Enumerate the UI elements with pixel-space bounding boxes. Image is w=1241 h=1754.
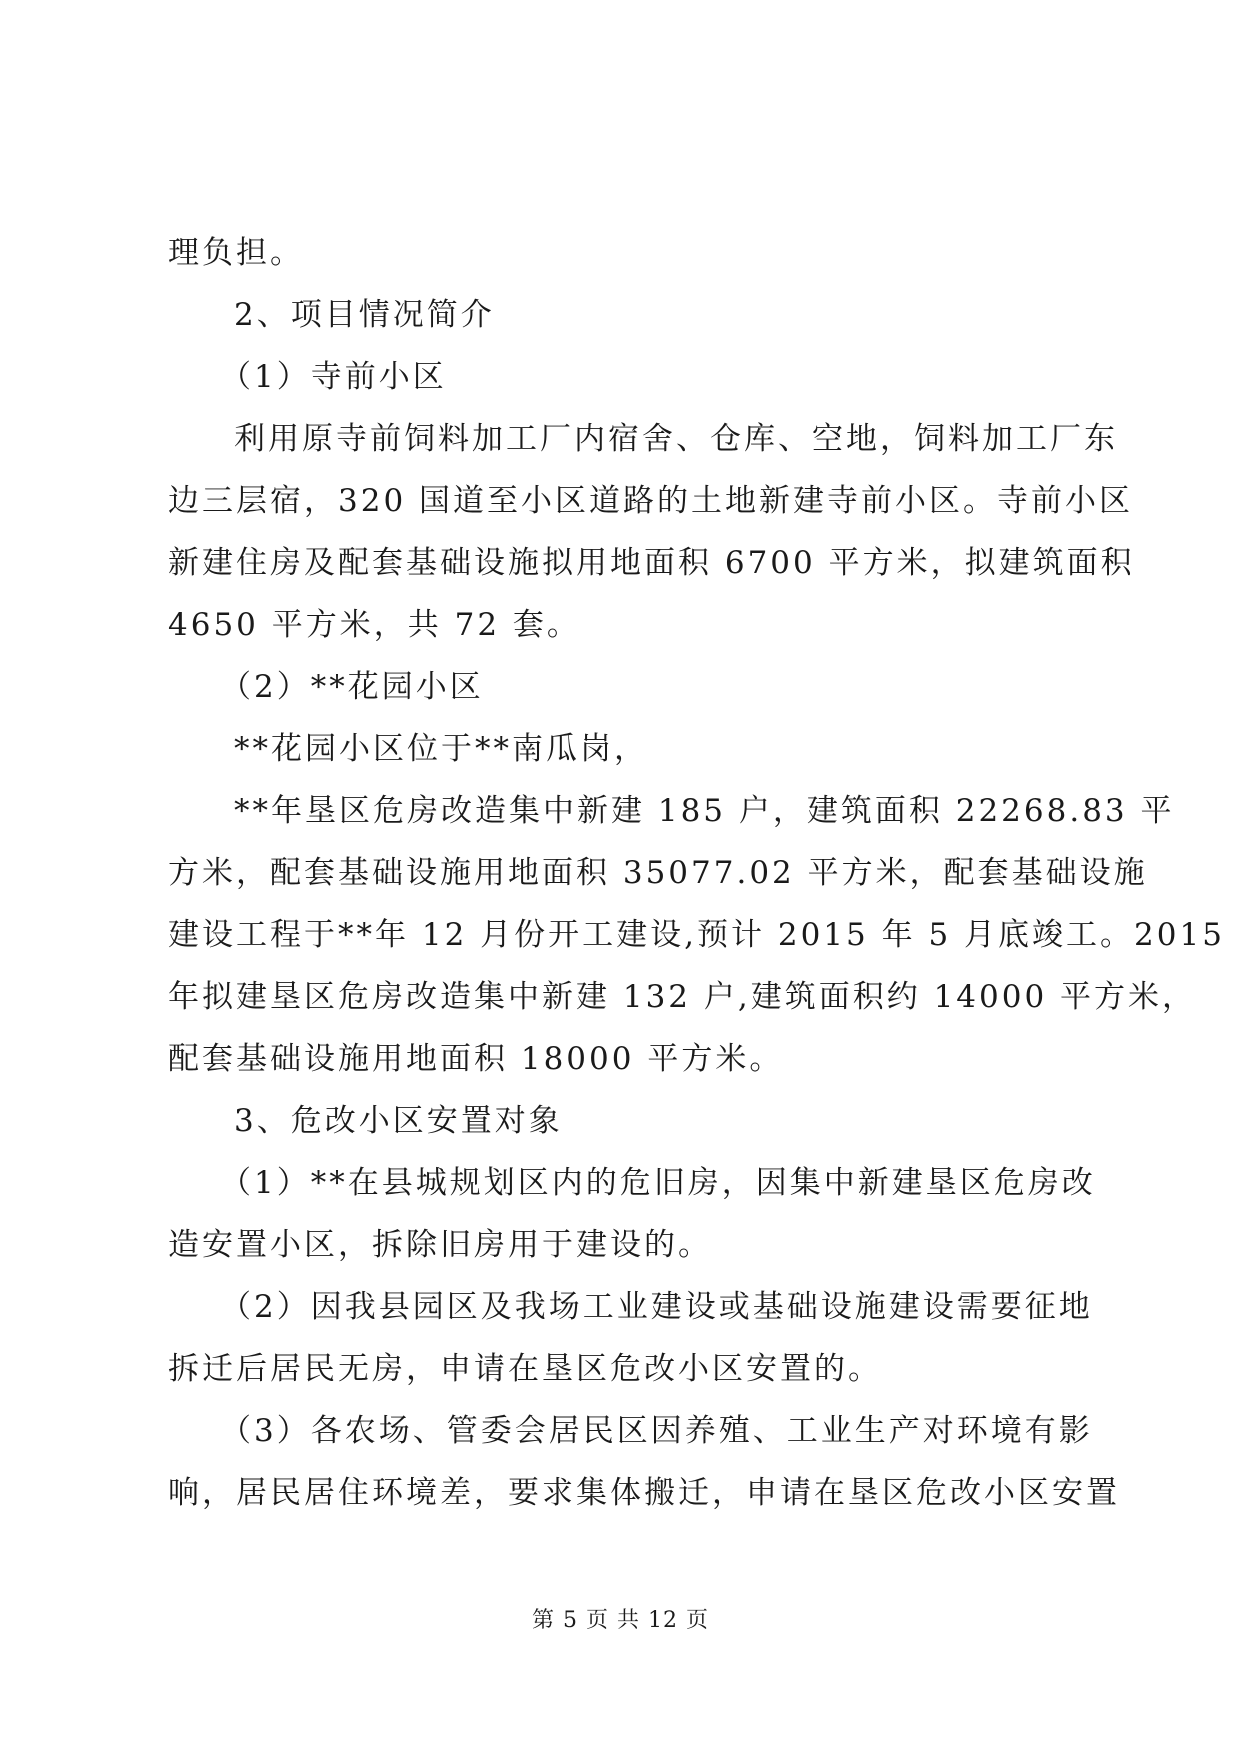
list-item: （1）**在县城规划区内的危旧房，因集中新建垦区危房改 (220, 1165, 1096, 1201)
text-line: 理负担。 (168, 235, 304, 271)
text-line: 4650 平方米，共 72 套。 (168, 607, 581, 643)
text-line: 新建住房及配套基础设施拟用地面积 6700 平方米，拟建筑面积 (168, 545, 1135, 581)
text-line: 利用原寺前饲料加工厂内宿舍、仓库、空地，饲料加工厂东 (234, 421, 1118, 457)
section-heading: 2、项目情况简介 (234, 297, 495, 333)
text-line: 建设工程于**年 12 月份开工建设,预计 2015 年 5 月底竣工。2015 (168, 917, 1225, 953)
subsection-heading: （2）**花园小区 (220, 669, 484, 705)
text-line: **年垦区危房改造集中新建 185 户，建筑面积 22268.83 平 (234, 793, 1175, 829)
text-line: 配套基础设施用地面积 18000 平方米。 (168, 1041, 784, 1077)
text-line: 拆迁后居民无房，申请在垦区危改小区安置的。 (168, 1351, 882, 1387)
section-heading: 3、危改小区安置对象 (234, 1103, 563, 1139)
text-line: 边三层宿，320 国道至小区道路的土地新建寺前小区。寺前小区 (168, 483, 1134, 519)
text-line: 方米，配套基础设施用地面积 35077.02 平方米，配套基础设施 (168, 855, 1148, 891)
text-line: 响，居民居住环境差，要求集体搬迁，申请在垦区危改小区安置 (168, 1475, 1120, 1511)
list-item: （2）因我县园区及我场工业建设或基础设施建设需要征地 (220, 1289, 1093, 1325)
document-body (168, 222, 1225, 1524)
text-line: 造安置小区，拆除旧房用于建设的。 (168, 1227, 712, 1263)
text-line: **花园小区位于**南瓜岗， (234, 731, 648, 767)
text-line: 年拟建垦区危房改造集中新建 132 户,建筑面积约 14000 平方米， (168, 979, 1197, 1015)
page-footer: 第 5 页 共 12 页 (532, 1608, 709, 1633)
subsection-heading: （1）寺前小区 (220, 359, 447, 395)
list-item: （3）各农场、管委会居民区因养殖、工业生产对环境有影 (220, 1413, 1093, 1449)
